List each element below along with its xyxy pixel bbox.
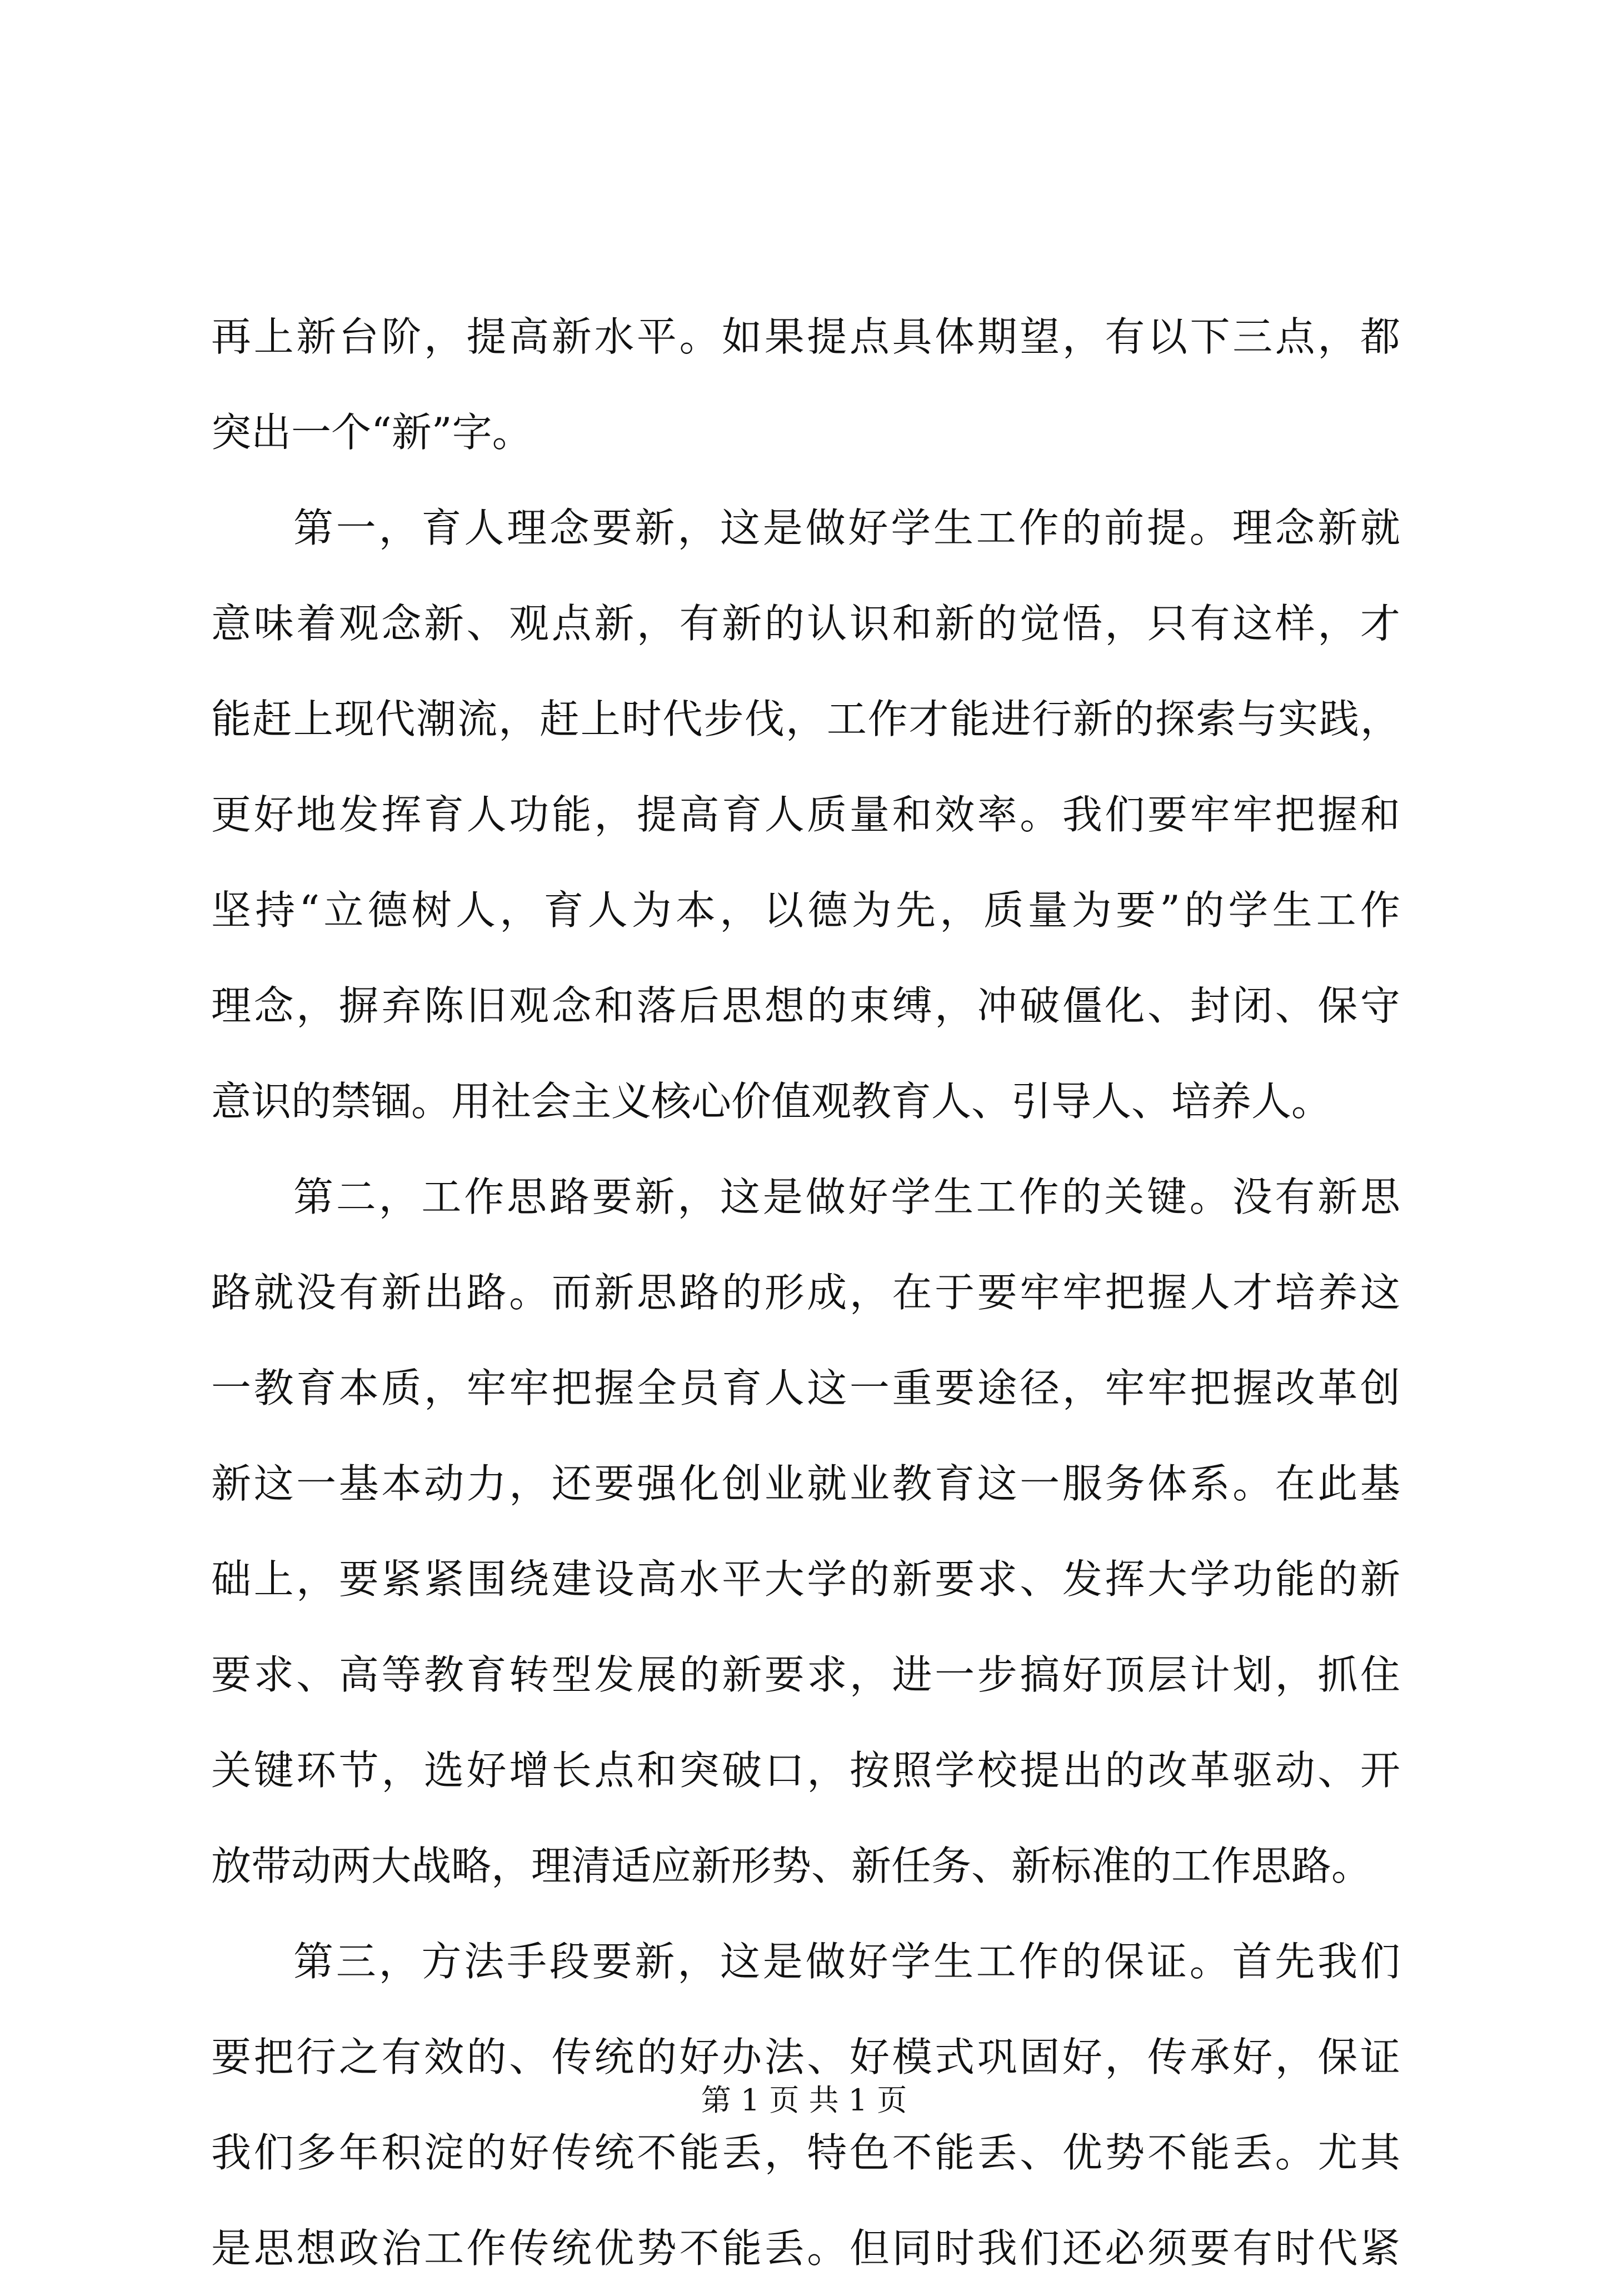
text-line: 新这一基本动力，还要强化创业就业教育这一服务体系。在此基 (211, 1460, 1400, 1507)
text-line: 再上新台阶，提高新水平。如果提点具体期望，有以下三点，都 (211, 313, 1400, 360)
paragraph-first-line: 第二，工作思路要新，这是做好学生工作的关键。没有新思 (293, 1174, 1400, 1220)
text-line: 关键环节，选好增长点和突破口，按照学校提出的改革驱动、开 (211, 1747, 1400, 1794)
text-line: 意识的禁锢。用社会主义核心价值观教育人、引导人、培养人。 (211, 1078, 1332, 1125)
text-line: 础上，要紧紧围绕建设高水平大学的新要求、发挥大学功能的新 (211, 1556, 1400, 1603)
text-line: 理念，摒弃陈旧观念和落后思想的束缚，冲破僵化、封闭、保守 (211, 982, 1400, 1029)
document-body (211, 289, 1400, 2296)
text-line: 突出一个“新”字。 (211, 409, 532, 456)
text-line: 一教育本质，牢牢把握全员育人这一重要途径，牢牢把握改革创 (211, 1365, 1400, 1411)
text-line: 能赶上现代潮流，赶上时代步伐，工作才能进行新的探索与实践， (211, 696, 1400, 742)
text-line: 要求、高等教育转型发展的新要求，进一步搞好顶层计划，抓住 (211, 1651, 1400, 1698)
paragraph-first-line: 第一，育人理念要新，这是做好学生工作的前提。理念新就 (293, 505, 1400, 551)
text-line: 放带动两大战略，理清适应新形势、新任务、新标准的工作思路。 (211, 1843, 1372, 1889)
text-line: 要把行之有效的、传统的好办法、好模式巩固好，传承好，保证 (211, 2034, 1400, 2080)
page-footer: 第 1 页 共 1 页 (701, 2083, 907, 2118)
text-line: 是思想政治工作传统优势不能丢。但同时我们还必须要有时代紧 (211, 2225, 1400, 2272)
text-line: 路就没有新出路。而新思路的形成，在于要牢牢把握人才培养这 (211, 1269, 1400, 1316)
text-line: 更好地发挥育人功能，提高育人质量和效率。我们要牢牢把握和 (211, 791, 1400, 838)
text-line: 意味着观念新、观点新，有新的认识和新的觉悟，只有这样，才 (211, 600, 1400, 647)
text-line: 我们多年积淀的好传统不能丢，特色不能丢、优势不能丢。尤其 (211, 2129, 1400, 2176)
text-line: 坚持“立德树人，育人为本，以德为先，质量为要”的学生工作 (211, 887, 1400, 934)
paragraph-first-line: 第三，方法手段要新，这是做好学生工作的保证。首先我们 (293, 1938, 1400, 1985)
